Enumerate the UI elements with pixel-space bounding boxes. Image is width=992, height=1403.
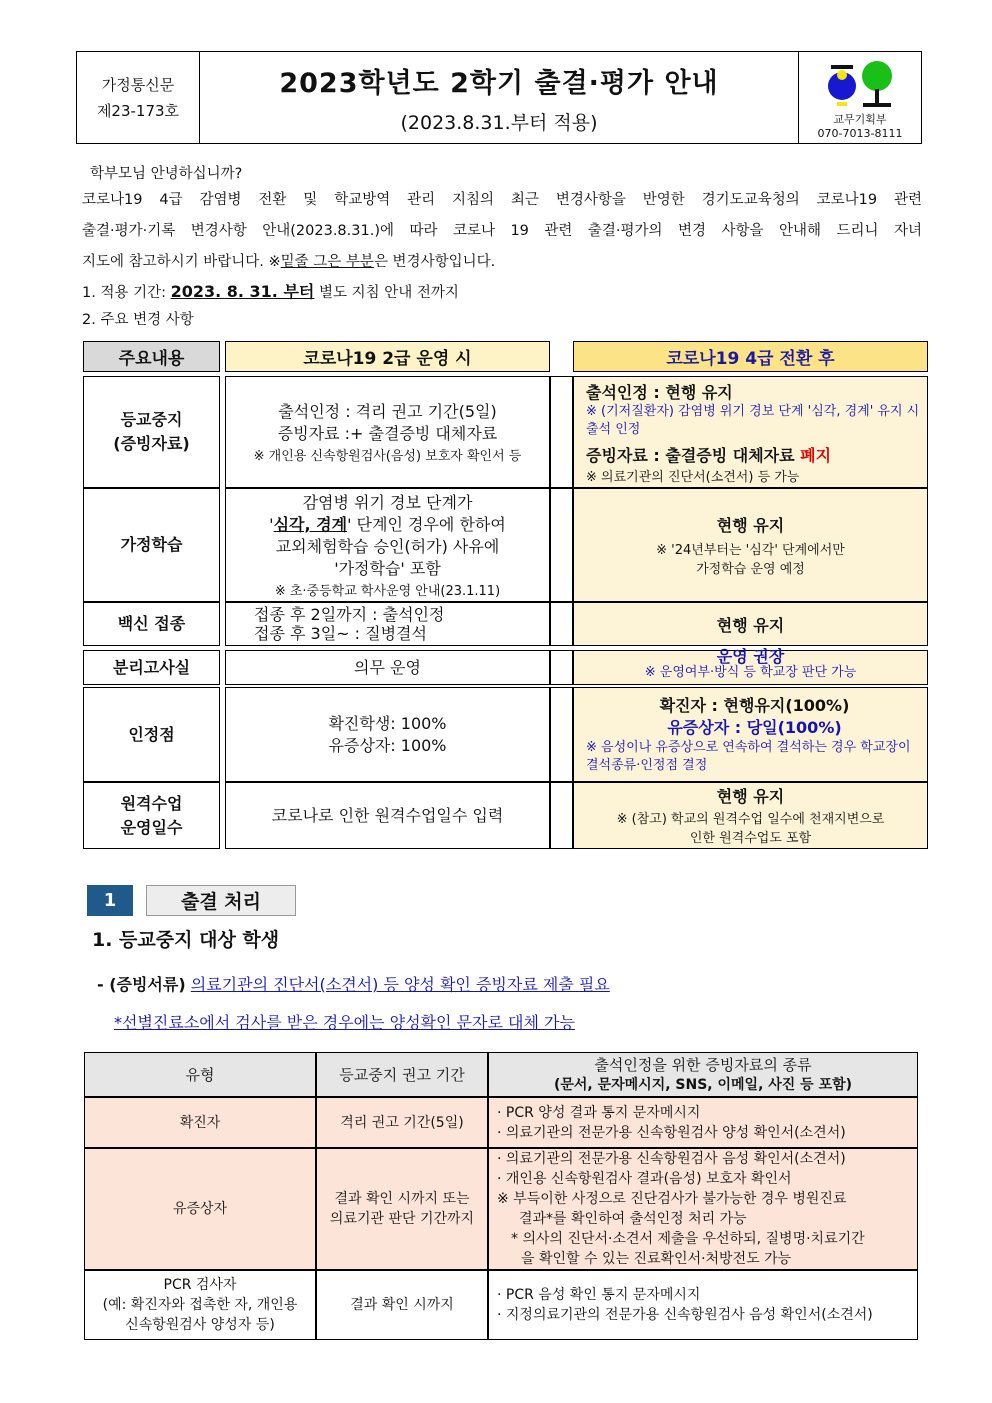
evidence-requirement: - (증빙서류) 의료기관의 진단서(소견서) 등 양성 확인 증빙자료 제출 필요	[97, 975, 610, 994]
spacer-cell	[550, 376, 573, 488]
evidence-head-period: 등교중지 권고 기간	[316, 1052, 488, 1097]
row-label-school-stop: 등교중지 (증빙자료)	[83, 376, 220, 488]
screening-note: *선별진료소에서 검사를 받은 경우에는 양성확인 문자로 대체 가능	[114, 1013, 575, 1032]
evidence-period-symptomatic: 결과 확인 시까지 또는 의료기관 판단 기간까지	[316, 1148, 488, 1270]
row-before-school-stop: 출석인정 : 격리 권고 기간(5일) 증빙자료 :+ 출결증빙 대체자료 ※ 개인용 신속항원검사(음성) 보호자 확인서 등	[225, 376, 550, 488]
row-before-home-learning: 감염병 위기 경보 단계가 '심각, 경계' 단계인 경우에 한하여 교외체험학습 승인(허가) 사유에 '가정학습' 포함 ※ 초·중등학교 학사운영 안내(23.1.11)	[225, 488, 550, 602]
spacer-cell	[550, 488, 573, 602]
row-label-separate-room: 분리고사실	[83, 650, 220, 685]
spacer-cell	[550, 687, 573, 782]
row-after-home-learning: 현행 유지 ※ '24년부터는 '심각' 단계에서만 가정학습 운영 예정	[573, 488, 928, 602]
col-head-topic: 주요내용	[83, 341, 220, 372]
evidence-period-confirmed: 격리 권고 기간(5일)	[316, 1097, 488, 1148]
row-before-vaccine: 접종 후 2일까지 : 출석인정 접종 후 3일~ : 질병결석	[225, 602, 550, 646]
notice-label: 가정통신문	[101, 75, 175, 94]
section-title: 출결 처리	[146, 885, 296, 916]
row-before-recognition-score: 확진학생: 100% 유증상자: 100%	[225, 687, 550, 782]
dept-name: 교무기획부	[833, 113, 887, 126]
evidence-head-docs: 출석인정을 위한 증빙자료의 종류 (문서, 문자메시지, SNS, 이메일, 사진 등 포함)	[488, 1052, 918, 1097]
row-label-remote-days: 원격수업 운영일수	[83, 782, 220, 849]
dept-phone: 070-7013-8111	[817, 127, 903, 140]
notice-number-box	[77, 52, 200, 143]
row-after-recognition-score: 확진자 : 현행유지(100%) 유증상자 : 당일(100%) ※ 음성이나 유증상으로 연속하여 결석하는 경우 학교장이 결석종류·인정점 결정	[573, 687, 928, 782]
row-after-separate-room: 운영 권장 ※ 운영여부·방식 등 학교장 판단 가능	[573, 650, 928, 685]
evidence-docs-symptomatic: · 의료기관의 전문가용 신속항원검사 음성 확인서(소견서) · 개인용 신속항원검사 결과(음성) 보호자 확인서 ※ 부득이한 사정으로 진단검사가 불가능한 경우 병원진료 결과*를 확인하여 출석인정 처리 가능 * 의사의 진단서·소견서 제출을 우선하되, 질병명·치료기간 을 확인할 수 있는 진료확인서·처방전도 가능	[488, 1148, 918, 1270]
page-title: 2023학년도 2학기 출결·평가 안내	[279, 67, 719, 99]
greeting: 학부모님 안녕하십니까?	[90, 166, 243, 182]
spacer-cell	[550, 602, 573, 646]
evidence-period-pcr: 결과 확인 시까지	[316, 1270, 488, 1340]
evidence-type-pcr: PCR 검사자 (예: 확진자와 접촉한 자, 개인용 신속항원검사 양성자 등)	[84, 1270, 316, 1340]
subsection-heading: 1. 등교중지 대상 학생	[92, 929, 280, 951]
notice-number: 제23-173호	[96, 101, 180, 120]
school-logo-box	[798, 52, 921, 143]
intro-line-2: 출결·평가·기록 변경사항 안내(2023.8.31.)에 따라 코로나 19 관련 출결·평가의 변경 사항을 안내해 드리니 자녀	[82, 223, 922, 239]
main-changes-heading: 2. 주요 변경 사항	[82, 312, 194, 328]
title-box	[200, 52, 798, 143]
row-before-remote-days: 코로나로 인한 원격수업일수 입력	[225, 782, 550, 849]
evidence-head-type: 유형	[84, 1052, 316, 1097]
col-head-before: 코로나19 2급 운영 시	[225, 341, 550, 372]
evidence-docs-pcr: · PCR 음성 확인 통지 문자메시지 · 지정의료기관의 전문가용 신속항원검사 음성 확인서(소견서)	[488, 1270, 918, 1340]
row-label-recognition-score: 인정점	[83, 687, 220, 782]
section-number-badge: 1	[87, 885, 133, 916]
row-before-separate-room: 의무 운영	[225, 650, 550, 685]
row-label-home-learning: 가정학습	[83, 488, 220, 602]
row-after-remote-days: 현행 유지 ※ (참고) 학교의 원격수업 일수에 천재지변으로 인한 원격수업도 포함	[573, 782, 928, 849]
col-head-after: 코로나19 4급 전환 후	[573, 341, 928, 372]
intro-line-3: 지도에 참고하시기 바랍니다. ※밑줄 그은 부분은 변경사항입니다.	[82, 254, 496, 270]
page-subtitle: (2023.8.31.부터 적용)	[400, 111, 598, 134]
school-logo-icon	[825, 55, 895, 113]
apply-period: 1. 적용 기간: 2023. 8. 31. 부터 별도 지침 안내 전까지	[82, 282, 459, 301]
evidence-docs-confirmed: · PCR 양성 결과 통지 문자메시지 · 의료기관의 전문가용 신속항원검사 양성 확인서(소견서)	[488, 1097, 918, 1148]
spacer-cell	[550, 782, 573, 849]
row-label-vaccine: 백신 접종	[83, 602, 220, 646]
evidence-type-confirmed: 확진자	[84, 1097, 316, 1148]
spacer-cell	[550, 650, 573, 685]
notice-header	[76, 51, 922, 144]
row-after-school-stop: 출석인정 : 현행 유지 ※ (기저질환자) 감염병 위기 경보 단계 '심각, 경계' 유지 시 출석 인정 증빙자료 : 출결증빙 대체자료 폐지 ※ 의료기관의 진단서(소견서) 등 가능	[573, 376, 928, 488]
row-after-vaccine: 현행 유지	[573, 602, 928, 646]
intro-line-1: 코로나19 4급 감염병 전환 및 학교방역 관리 지침의 최근 변경사항을 반영한 경기도교육청의 코로나19 관련	[82, 192, 922, 208]
evidence-type-symptomatic: 유증상자	[84, 1148, 316, 1270]
